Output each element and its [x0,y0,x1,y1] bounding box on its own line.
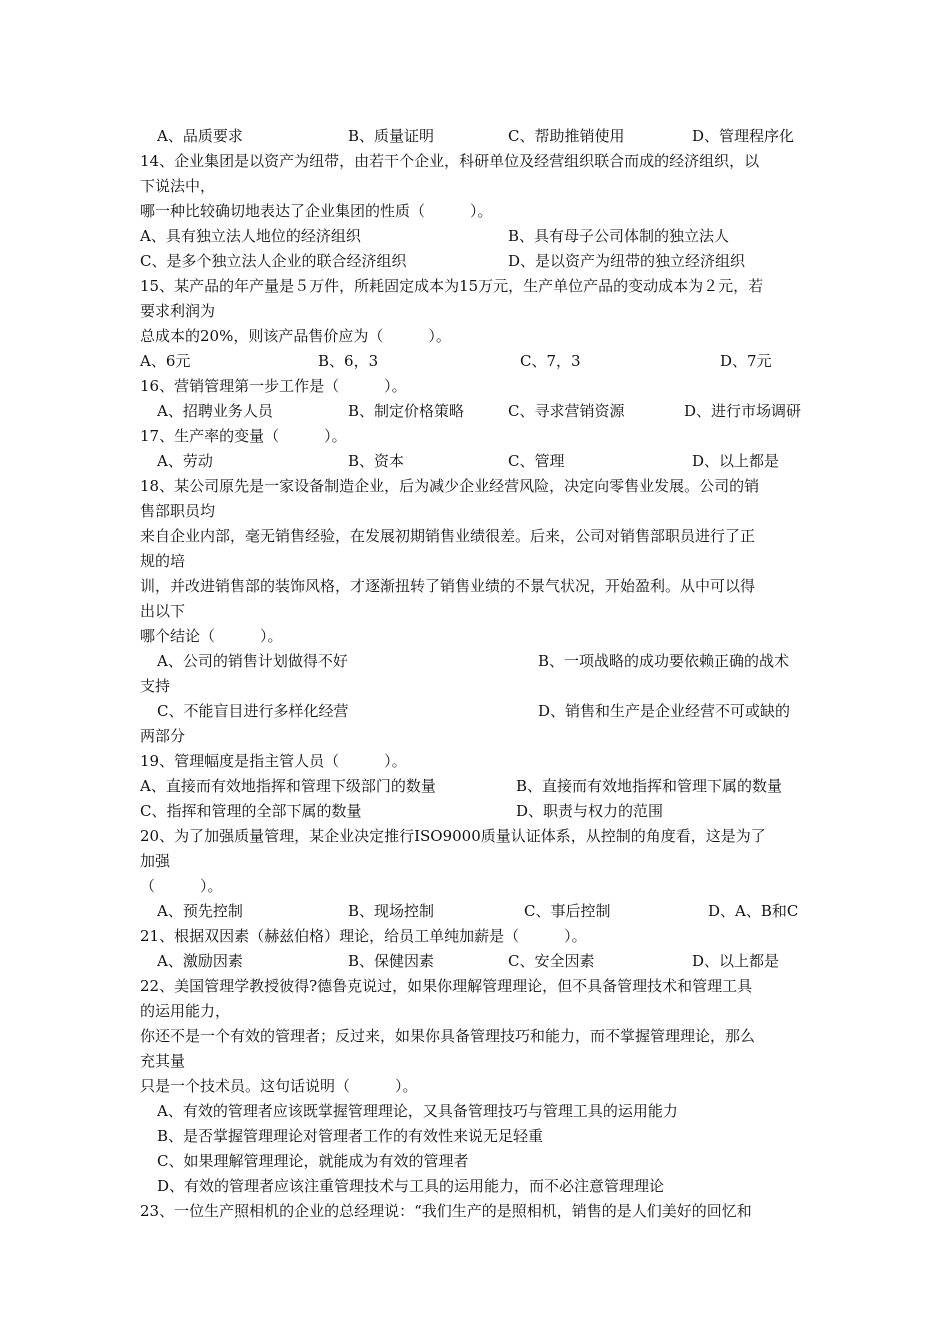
option-c: C、寻求营销资源 [508,402,625,420]
option-b: B、具有母子公司体制的独立法人 [508,227,730,245]
question-14-line: 哪一种比较确切地表达了企业集团的性质（ ）。 [140,202,493,220]
option-d: D、销售和生产是企业经营不可或缺的 [538,702,791,720]
option-b: B、制定价格策略 [348,402,465,420]
question-20-line: 加强 [140,852,171,870]
option-c: C、不能盲目进行多样化经营 [157,702,349,720]
option-c: C、指挥和管理的全部下属的数量 [140,802,362,820]
question-16-line: 16、营销管理第一步工作是（ ）。 [140,377,407,395]
question-21-line: 21、根据双因素（赫兹伯格）理论，给员工单纯加薪是（ ）。 [140,927,587,945]
question-18-line: 哪个结论（ ）。 [140,627,283,645]
question-20-line: 20、为了加强质量管理，某企业决定推行ISO9000质量认证体系，从控制的角度看，这是为了 [140,827,766,845]
option-b: B、6，3 [318,352,379,370]
option-c: C、如果理解管理理论，就能成为有效的管理者 [157,1152,469,1170]
option-a: A、有效的管理者应该既掌握管理理论，又具备管理技巧与管理工具的运用能力 [157,1102,678,1120]
question-22-line: 的运用能力， [140,1002,231,1020]
question-14-line: 14、企业集团是以资产为纽带，由若干个企业，科研单位及经营组织联合而成的经济组织，以 [140,152,760,170]
question-18-line: 18、某公司原先是一家设备制造企业，后为减少企业经营风险，决定向零售业发展。公司的销 [140,477,760,495]
option-c: C、管理 [508,452,565,470]
question-18-line: 训，并改进销售部的装饰风格，才逐渐扭转了销售业绩的不景气状况，开始盈利。从中可以得 [140,577,756,595]
option-d: D、管理程序化 [692,127,795,145]
question-22-line: 充其量 [140,1052,186,1070]
question-14-line: 下说法中， [140,177,216,195]
option-d-continued: 两部分 [140,727,186,745]
option-b: B、直接而有效地指挥和管理下属的数量 [516,777,783,795]
option-a: A、招聘业务人员 [157,402,273,420]
question-18-line: 售部职员均 [140,502,216,520]
question-18-line: 出以下 [140,602,186,620]
option-b: B、质量证明 [348,127,435,145]
option-d: D、是以资产为纽带的独立经济组织 [508,252,746,270]
option-a: A、6元 [140,352,191,370]
option-a: A、品质要求 [157,127,243,145]
option-d: D、以上都是 [692,952,780,970]
option-b-continued: 支持 [140,677,171,695]
question-22-line: 只是一个技术员。这句话说明（ ）。 [140,1077,418,1095]
option-b: B、保健因素 [348,952,435,970]
question-18-line: 来自企业内部，毫无销售经验，在发展初期销售业绩很差。后来，公司对销售部职员进行了正 [140,527,756,545]
question-23-line: 23、一位生产照相机的企业的总经理说：“我们生产的是照相机，销售的是人们美好的回忆和 [140,1202,752,1220]
question-22-line: 你还不是一个有效的管理者；反过来，如果你具备管理技巧和能力，而不掌握管理理论，那么 [140,1027,756,1045]
option-c: C、帮助推销使用 [508,127,625,145]
question-15-line: 总成本的20%，则该产品售价应为（ ）。 [140,327,451,345]
option-d: D、A、B和C [708,902,799,920]
option-b: B、一项战略的成功要依赖正确的战术 [538,652,790,670]
question-15-line: 15、某产品的年产量是５万件，所耗固定成本为15万元，生产单位产品的变动成本为２元，若 [140,277,764,295]
option-c: C、7，3 [520,352,581,370]
option-d: D、以上都是 [692,452,780,470]
question-15-line: 要求利润为 [140,302,216,320]
option-b: B、是否掌握管理理论对管理者工作的有效性来说无足轻重 [157,1127,544,1145]
question-22-line: 22、美国管理学教授彼得?德鲁克说过，如果你理解管理理论，但不具备管理技术和管理工具 [140,977,753,995]
option-b: B、资本 [348,452,405,470]
question-18-line: 规的培 [140,552,186,570]
option-a: A、公司的销售计划做得不好 [157,652,348,670]
option-c: C、是多个独立法人企业的联合经济组织 [140,252,407,270]
option-a: A、劳动 [157,452,213,470]
option-d: D、进行市场调研 [684,402,802,420]
option-d: D、7元 [720,352,772,370]
option-c: C、事后控制 [524,902,611,920]
option-d: D、有效的管理者应该注重管理技术与工具的运用能力，而不必注意管理理论 [157,1177,665,1195]
question-20-line: （ ）。 [140,877,223,895]
question-17-line: 17、生产率的变量（ ）。 [140,427,347,445]
option-c: C、安全因素 [508,952,595,970]
option-d: D、职责与权力的范围 [516,802,664,820]
option-b: B、现场控制 [348,902,435,920]
option-a: A、预先控制 [157,902,243,920]
option-a: A、直接而有效地指挥和管理下级部门的数量 [140,777,436,795]
option-a: A、激励因素 [157,952,243,970]
option-a: A、具有独立法人地位的经济组织 [140,227,361,245]
question-19-line: 19、管理幅度是指主管人员（ ）。 [140,752,407,770]
